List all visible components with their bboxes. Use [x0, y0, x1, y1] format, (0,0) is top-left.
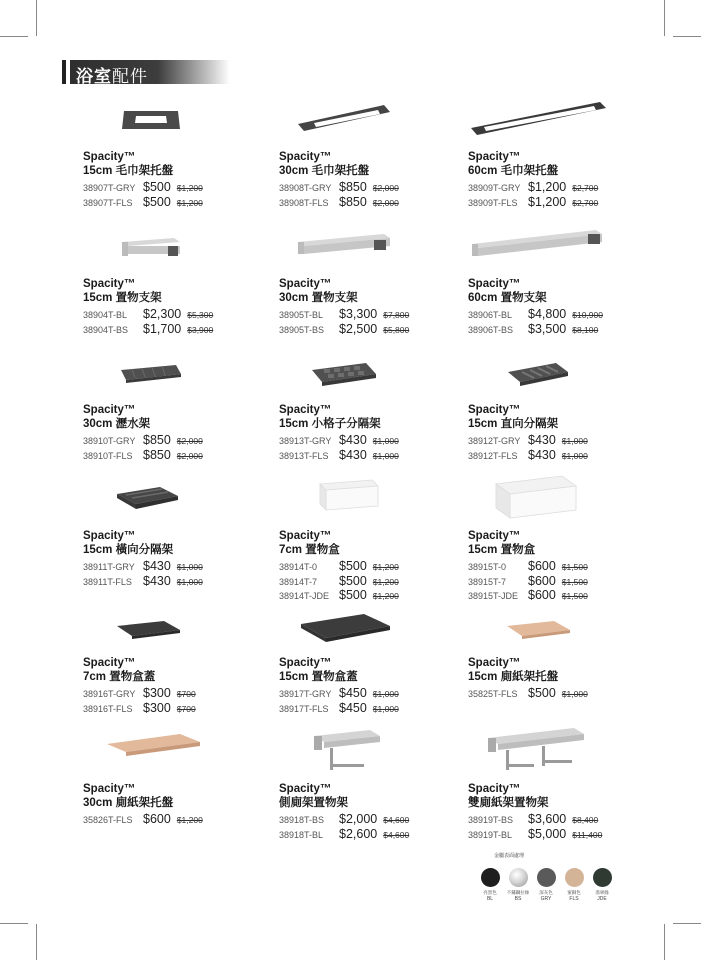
original-price: $1,000 — [372, 450, 399, 461]
original-price: $1,000 — [372, 689, 399, 699]
sale-price: $1,200 — [528, 180, 567, 194]
original-price: $1,000 — [372, 436, 399, 446]
product-brand: Spacity™ — [279, 404, 332, 416]
price-row — [279, 827, 469, 842]
price-row — [83, 812, 273, 827]
product-name: 15cm 直向分隔架 — [468, 418, 559, 430]
product-code: 38908T-GRY — [279, 183, 332, 193]
crop-mark — [0, 923, 28, 924]
sale-price: $600 — [528, 573, 556, 588]
sale-price: $600 — [528, 588, 556, 602]
product-name: 7cm 置物盒 — [279, 544, 340, 556]
sale-price: $500 — [339, 559, 367, 573]
swatch-dot — [481, 868, 500, 887]
price-row — [468, 448, 658, 463]
product-code: 35826T-FLS — [83, 815, 133, 825]
price-row — [83, 701, 273, 716]
price-row — [468, 588, 658, 603]
product-code: 38909T-FLS — [468, 197, 518, 208]
product-code: 38911T-FLS — [83, 576, 132, 587]
original-price: $5,800 — [383, 324, 410, 335]
product-code: 38915T-7 — [468, 576, 507, 587]
double-toilet-paper-shelf-icon — [484, 726, 590, 774]
product-brand: Spacity™ — [83, 530, 136, 542]
product-code: 38906T-BS — [468, 324, 514, 335]
product-code: 38904T-BS — [83, 324, 129, 335]
product-code: 38912T-FLS — [468, 450, 518, 461]
white-box-large-icon — [492, 474, 580, 522]
product-code: 38904T-BL — [83, 310, 128, 320]
price-row — [83, 448, 273, 463]
original-price: $2,000 — [176, 450, 203, 461]
product-code: 38915T-0 — [468, 562, 507, 572]
product-code: 38910T-FLS — [83, 450, 133, 461]
original-price: $1,200 — [372, 562, 399, 572]
product-name: 15cm 置物支架 — [83, 292, 162, 304]
product-brand: Spacity™ — [83, 657, 136, 669]
product-card — [83, 150, 273, 209]
original-price: $1,200 — [176, 197, 203, 208]
price-row — [468, 686, 658, 701]
price-row — [83, 180, 273, 195]
original-price: $3,900 — [187, 324, 214, 335]
product-name: 雙廁紙架置物架 — [468, 797, 549, 809]
product-card — [279, 403, 469, 462]
original-price: $1,200 — [372, 576, 399, 587]
drain-rack-icon — [118, 362, 184, 384]
sale-price: $3,600 — [528, 812, 567, 826]
horizontal-divider-icon — [114, 484, 182, 512]
product-brand: Spacity™ — [468, 151, 521, 163]
product-brand: Spacity™ — [83, 783, 136, 795]
toilet-paper-shelf-icon — [310, 728, 386, 774]
product-brand: Spacity™ — [468, 404, 521, 416]
product-card — [279, 782, 469, 841]
price-row — [83, 433, 273, 448]
sale-price: $850 — [143, 433, 171, 447]
swatch-code: BL — [486, 896, 494, 902]
dark-tray-medium-icon — [294, 102, 394, 134]
sale-price: $2,300 — [143, 307, 182, 321]
product-brand: Spacity™ — [468, 530, 521, 542]
product-code: 38918T-BS — [279, 815, 325, 825]
product-name: 30cm 廁紙架托盤 — [83, 797, 174, 809]
legend-title: 金屬表面處理 — [494, 853, 525, 859]
product-card — [468, 656, 658, 701]
price-row — [279, 686, 469, 701]
price-row — [468, 307, 658, 322]
sale-price: $430 — [339, 433, 367, 447]
sale-price: $450 — [339, 686, 367, 700]
original-price: $7,800 — [383, 310, 410, 320]
price-row — [279, 574, 469, 589]
original-price: $8,400 — [572, 815, 599, 825]
original-price: $1,000 — [372, 703, 399, 714]
product-code: 38907T-FLS — [83, 197, 133, 208]
sale-price: $430 — [143, 559, 171, 573]
shelf-medium-icon — [294, 228, 394, 260]
product-name: 60cm 置物支架 — [468, 292, 547, 304]
original-price: $1,500 — [561, 562, 588, 572]
sale-price: $1,700 — [143, 321, 182, 336]
sale-price: $2,500 — [339, 321, 378, 336]
product-code: 38914T-7 — [279, 576, 318, 587]
dark-tray-small-icon — [118, 108, 184, 134]
product-code: 38914T-JDE — [279, 591, 330, 601]
swatch-name: 不鏽鋼拉絲 — [506, 890, 530, 895]
sale-price: $500 — [339, 573, 367, 588]
swatch-code: BS — [514, 896, 522, 902]
sale-price: $430 — [528, 447, 556, 462]
price-row — [468, 180, 658, 195]
product-name: 60cm 毛巾架托盤 — [468, 165, 559, 177]
section-title-light: 配件 — [112, 67, 148, 86]
product-brand: Spacity™ — [279, 278, 332, 290]
price-row — [279, 433, 469, 448]
product-brand: Spacity™ — [279, 151, 332, 163]
copper-tray-small-icon — [504, 618, 574, 642]
price-row — [83, 559, 273, 574]
product-brand: Spacity™ — [279, 783, 332, 795]
sale-price: $3,300 — [339, 307, 378, 321]
sale-price: $500 — [339, 588, 367, 602]
finish-legend — [476, 852, 646, 902]
swatch — [588, 868, 616, 902]
price-row — [279, 195, 469, 210]
original-price: $1,000 — [176, 562, 203, 572]
product-card — [279, 277, 469, 336]
product-code: 38906T-BL — [468, 310, 513, 320]
sale-price: $600 — [143, 812, 171, 826]
product-code: 38918T-BL — [279, 829, 324, 840]
product-brand: Spacity™ — [279, 530, 332, 542]
swatch-dot — [565, 868, 584, 887]
section-title-bold: 浴室 — [76, 67, 112, 86]
original-price: $2,700 — [572, 183, 599, 193]
original-price: $2,700 — [572, 197, 599, 208]
product-code: 38911T-GRY — [83, 562, 135, 572]
product-name: 30cm 毛巾架托盤 — [279, 165, 370, 177]
copper-tray-medium-icon — [104, 732, 204, 760]
product-code: 38916T-GRY — [83, 689, 136, 699]
price-row — [279, 701, 469, 716]
original-price: $1,500 — [561, 576, 588, 587]
original-price: $2,000 — [372, 197, 399, 208]
original-price: $11,400 — [572, 829, 603, 840]
sale-price: $850 — [339, 180, 367, 194]
price-row — [468, 827, 658, 842]
product-name: 30cm 置物支架 — [279, 292, 358, 304]
product-code: 38916T-FLS — [83, 703, 133, 714]
section-header — [62, 60, 232, 84]
price-row — [83, 195, 273, 210]
section-title — [76, 62, 148, 87]
sale-price: $430 — [528, 433, 556, 447]
original-price: $8,100 — [572, 324, 599, 335]
original-price: $1,500 — [561, 591, 588, 601]
original-price: $4,600 — [383, 829, 410, 840]
product-card — [83, 529, 273, 588]
original-price: $10,900 — [572, 310, 603, 320]
product-code: 38919T-BL — [468, 829, 513, 840]
price-row — [468, 433, 658, 448]
swatch — [560, 868, 588, 902]
price-row — [279, 180, 469, 195]
sale-price: $2,600 — [339, 826, 378, 841]
original-price: $1,000 — [176, 576, 203, 587]
product-code: 38914T-0 — [279, 562, 318, 572]
product-brand: Spacity™ — [468, 657, 521, 669]
product-code: 38919T-BS — [468, 815, 514, 825]
product-code: 38913T-FLS — [279, 450, 329, 461]
product-brand: Spacity™ — [83, 404, 136, 416]
original-price: $1,000 — [561, 450, 588, 461]
product-code: 38915T-JDE — [468, 591, 519, 601]
product-brand: Spacity™ — [83, 278, 136, 290]
vertical-divider-icon — [504, 360, 572, 388]
crop-mark — [673, 36, 701, 37]
original-price: $1,200 — [176, 183, 203, 193]
grid-divider-icon — [308, 360, 380, 388]
product-name: 15cm 廁紙架托盤 — [468, 671, 559, 683]
crop-mark — [664, 924, 665, 960]
price-row — [279, 307, 469, 322]
swatch-dot — [537, 868, 556, 887]
product-brand: Spacity™ — [279, 657, 332, 669]
product-card — [468, 403, 658, 462]
product-name: 15cm 橫向分隔架 — [83, 544, 174, 556]
product-card — [279, 150, 469, 209]
price-row — [279, 559, 469, 574]
sale-price: $430 — [143, 573, 171, 588]
original-price: $4,600 — [383, 815, 410, 825]
swatch-name: 亮黑色 — [483, 890, 497, 895]
swatch-name: 深灰色 — [539, 890, 553, 895]
product-code: 38917T-GRY — [279, 689, 332, 699]
price-row — [279, 812, 469, 827]
product-name: 30cm 瀝水架 — [83, 418, 151, 430]
sale-price: $2,000 — [339, 812, 378, 826]
sale-price: $850 — [339, 194, 367, 209]
price-row — [279, 448, 469, 463]
swatch-code: GRY — [540, 896, 552, 902]
sale-price: $300 — [143, 700, 171, 715]
sale-price: $500 — [143, 194, 171, 209]
sale-price: $500 — [143, 180, 171, 194]
product-code: 38910T-GRY — [83, 436, 136, 446]
product-name: 15cm 毛巾架托盤 — [83, 165, 174, 177]
original-price: $2,000 — [372, 183, 399, 193]
product-code: 35825T-FLS — [468, 689, 518, 699]
box-lid-small-icon — [114, 618, 184, 642]
original-price: $5,300 — [187, 310, 214, 320]
price-row — [468, 559, 658, 574]
swatch-code: FLS — [569, 896, 579, 902]
box-lid-large-icon — [298, 612, 394, 646]
sale-price: $300 — [143, 686, 171, 700]
sale-price: $3,500 — [528, 321, 567, 336]
product-code: 38912T-GRY — [468, 436, 521, 446]
product-code: 38907T-GRY — [83, 183, 136, 193]
price-row — [279, 322, 469, 337]
original-price: $700 — [176, 689, 196, 699]
price-row — [468, 195, 658, 210]
sale-price: $5,000 — [528, 826, 567, 841]
crop-mark — [664, 0, 665, 36]
product-card — [83, 782, 273, 827]
header-bar — [62, 60, 66, 84]
price-row — [468, 812, 658, 827]
price-row — [279, 588, 469, 603]
product-name: 7cm 置物盒蓋 — [83, 671, 156, 683]
dark-tray-long-icon — [468, 98, 608, 138]
product-card — [83, 403, 273, 462]
sale-price: $430 — [339, 447, 367, 462]
product-brand: Spacity™ — [468, 783, 521, 795]
product-brand: Spacity™ — [468, 278, 521, 290]
sale-price: $1,200 — [528, 194, 567, 209]
swatch — [532, 868, 560, 902]
crop-mark — [36, 924, 37, 960]
product-name: 15cm 置物盒蓋 — [279, 671, 358, 683]
product-code: 38905T-BL — [279, 310, 324, 320]
sale-price: $600 — [528, 559, 556, 573]
product-code: 38917T-FLS — [279, 703, 329, 714]
product-code: 38913T-GRY — [279, 436, 332, 446]
sale-price: $500 — [528, 686, 556, 700]
price-row — [83, 574, 273, 589]
swatch-dot — [593, 868, 612, 887]
original-price: $1,000 — [561, 689, 588, 699]
price-row — [83, 307, 273, 322]
swatch-code: JDE — [597, 896, 607, 902]
product-name: 側廁架置物架 — [279, 797, 348, 809]
product-name: 15cm 置物盒 — [468, 544, 536, 556]
sale-price: $4,800 — [528, 307, 567, 321]
product-card — [83, 656, 273, 715]
product-card — [468, 277, 658, 336]
original-price: $700 — [176, 703, 196, 714]
shelf-long-icon — [468, 226, 608, 262]
swatch-name: 蜜銅色 — [567, 890, 581, 895]
crop-mark — [36, 0, 37, 36]
product-card — [83, 277, 273, 336]
original-price: $1,200 — [372, 591, 399, 601]
original-price: $1,000 — [561, 436, 588, 446]
product-card — [468, 529, 658, 603]
product-name: 15cm 小格子分隔架 — [279, 418, 381, 430]
price-row — [83, 322, 273, 337]
sale-price: $450 — [339, 700, 367, 715]
product-card — [279, 656, 469, 715]
crop-mark — [0, 36, 28, 37]
shelf-small-icon — [118, 232, 184, 262]
price-row — [83, 686, 273, 701]
price-row — [468, 574, 658, 589]
price-row — [468, 322, 658, 337]
white-box-small-icon — [316, 478, 382, 514]
original-price: $1,200 — [176, 815, 203, 825]
swatch-dot — [509, 868, 528, 887]
swatch — [476, 868, 504, 902]
product-brand: Spacity™ — [83, 151, 136, 163]
product-card — [468, 782, 658, 841]
sale-price: $850 — [143, 447, 171, 462]
product-code: 38909T-GRY — [468, 183, 521, 193]
product-card — [468, 150, 658, 209]
crop-mark — [673, 923, 701, 924]
product-card — [279, 529, 469, 603]
product-code: 38908T-FLS — [279, 197, 329, 208]
swatch-name: 翡翠綠 — [595, 890, 609, 895]
swatch — [504, 868, 532, 902]
product-code: 38905T-BS — [279, 324, 325, 335]
original-price: $2,000 — [176, 436, 203, 446]
